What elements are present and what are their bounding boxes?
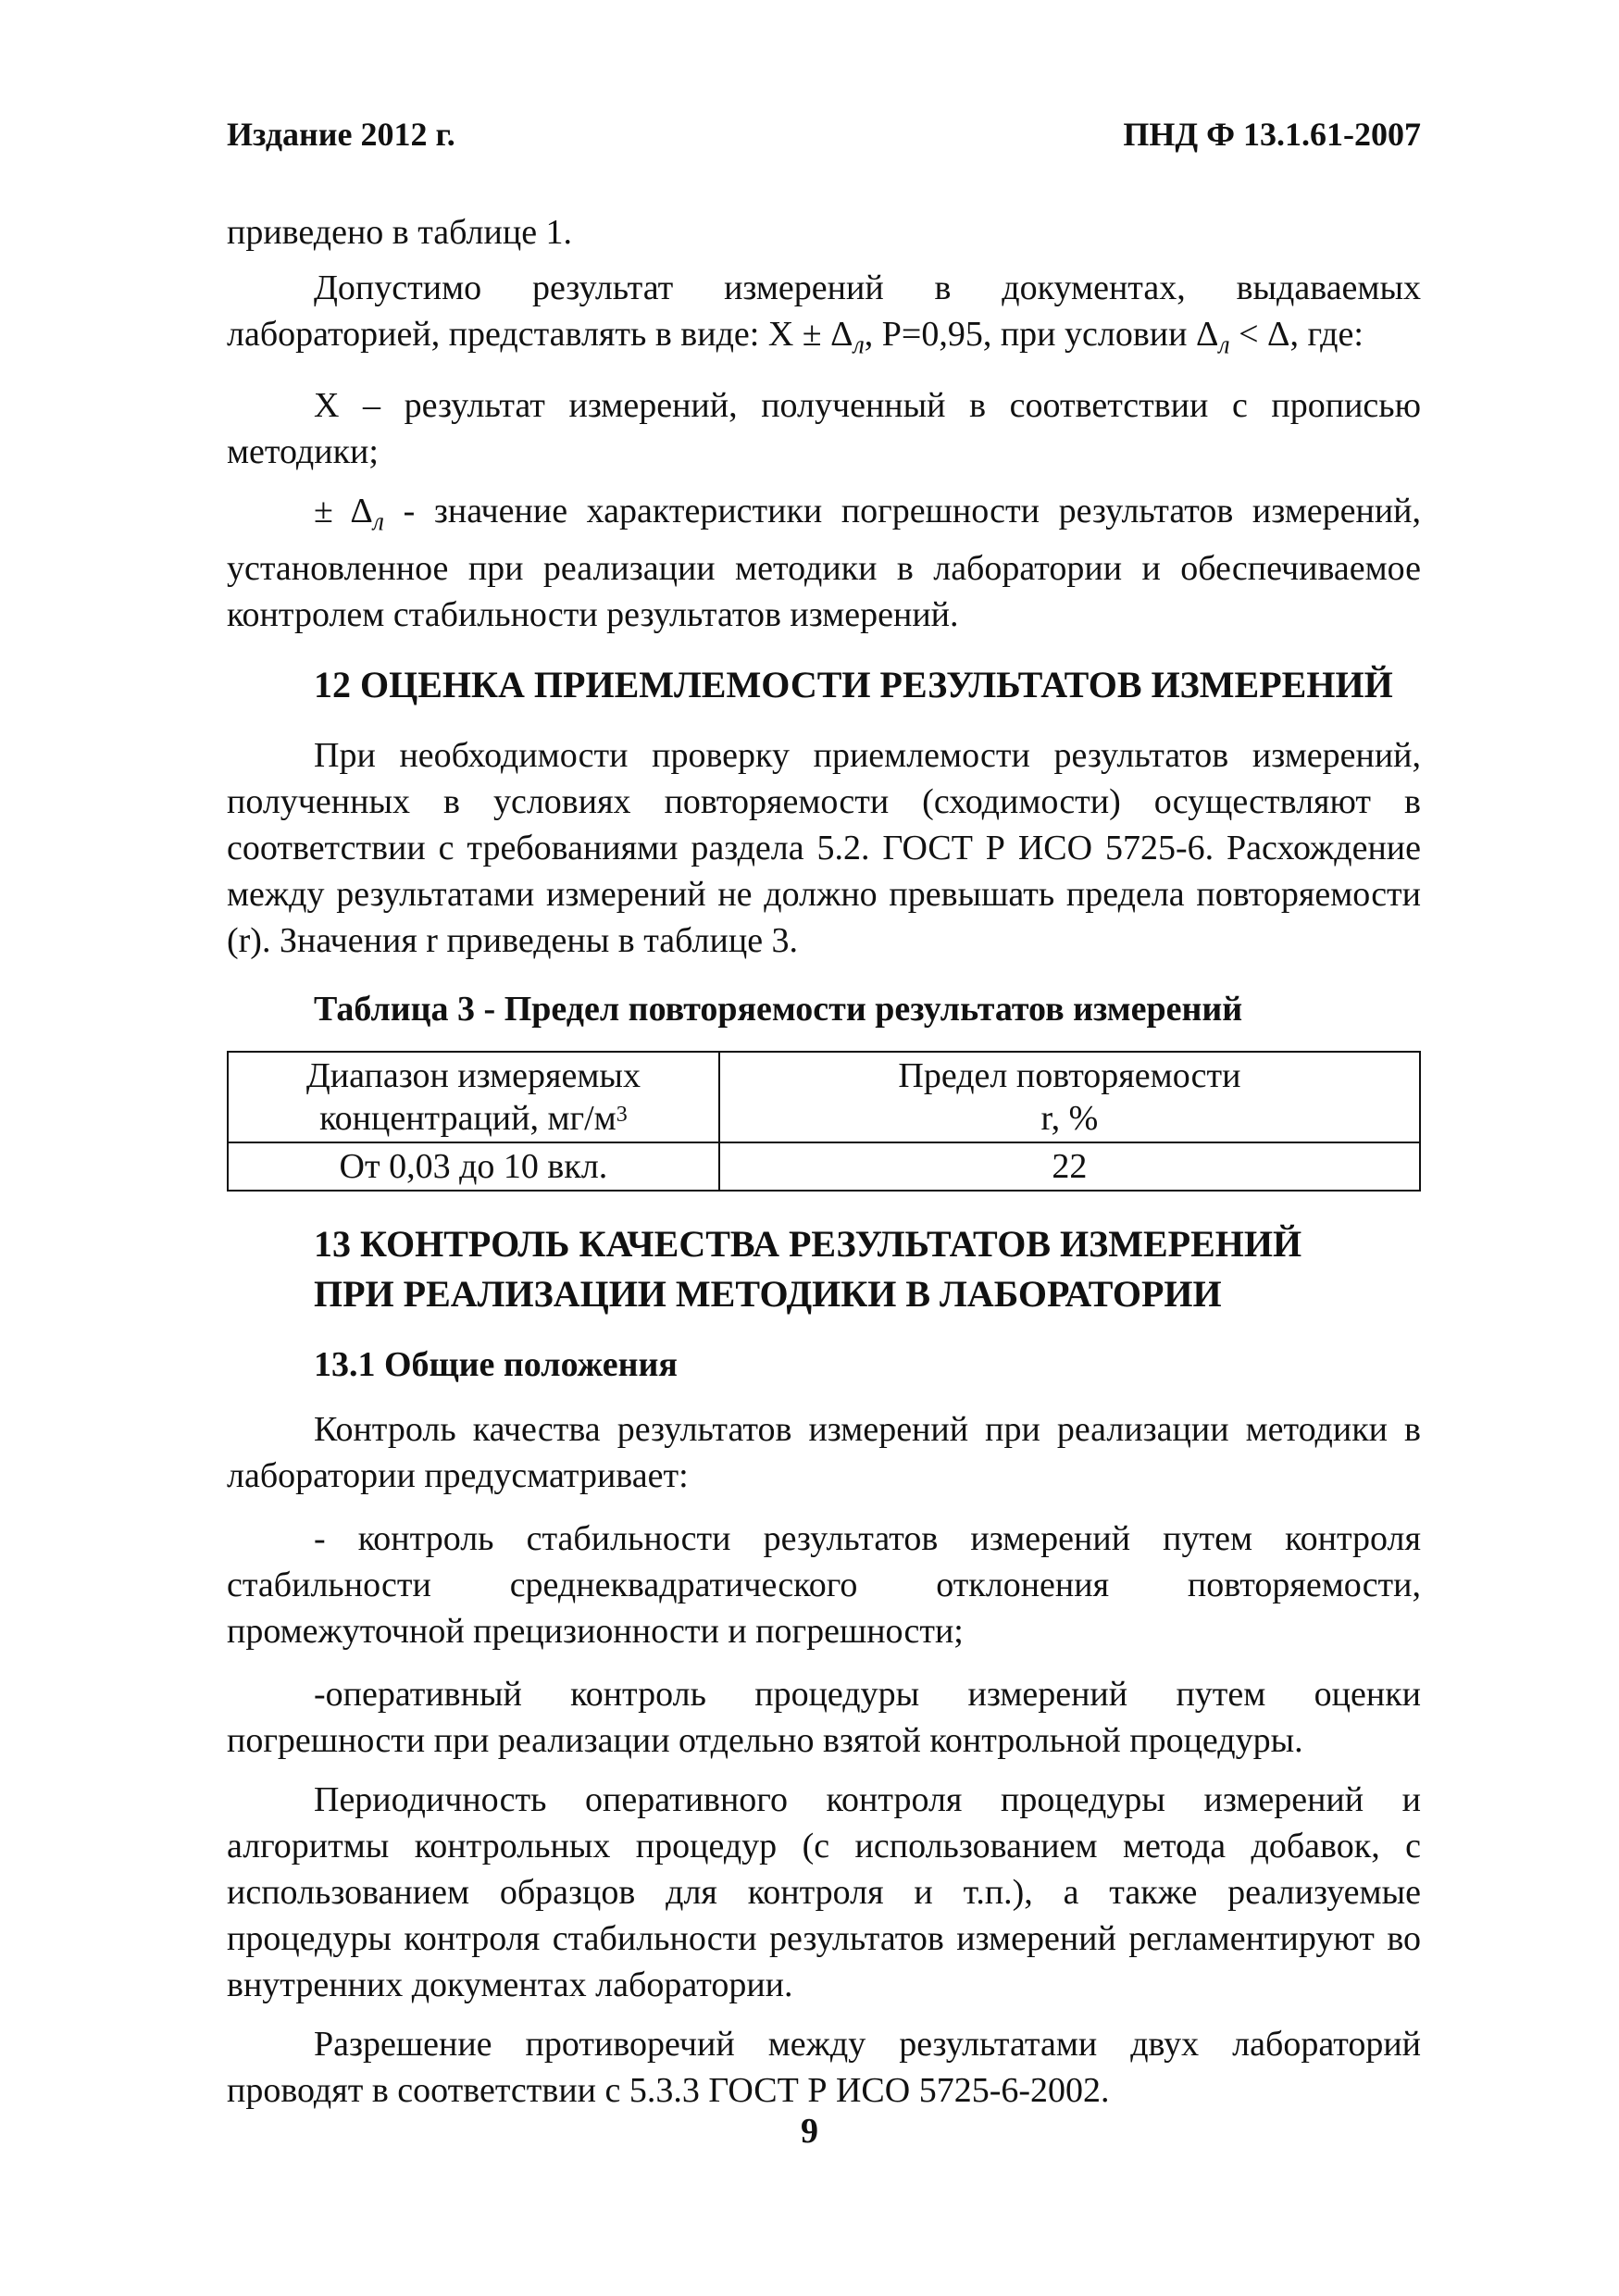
allowed-text-c: < Δ, где: xyxy=(1229,315,1364,354)
allowed-subscript-1: л xyxy=(853,331,865,360)
table-3-caption: Таблица 3 - Предел повторяемости результатов измерений xyxy=(314,990,1243,1029)
header-range-line1: Диапазон измеряемых xyxy=(305,1056,641,1096)
section-13-title-line2: ПРИ РЕАЛИЗАЦИИ МЕТОДИКИ В ЛАБОРАТОРИИ xyxy=(314,1273,1222,1316)
header-range-sup: 3 xyxy=(616,1103,628,1128)
header-cell-range xyxy=(228,1052,719,1142)
delta-symbol: ± Δ xyxy=(314,491,373,530)
intro-line: приведено в таблице 1. xyxy=(227,213,573,252)
section-13-1-title: 13.1 Общие положения xyxy=(314,1345,678,1385)
section-13-paragraph-3: Разрешение противоречий между результатами двух лабораторий проводят в соответствии с 5.3.3 ГОСТ Р ИСО 5725-6-2002. xyxy=(227,2025,1421,2111)
edition-label: Издание 2012 г. xyxy=(227,116,455,153)
repeatability-table xyxy=(227,1051,1421,1192)
allowed-result-paragraph xyxy=(227,265,1421,369)
page-number: 9 xyxy=(801,2112,818,2151)
definition-x: X – результат измерений, полученный в соответствии с прописью методики; xyxy=(227,385,1421,471)
section-13-paragraph-1: Контроль качества результатов измерений при реализации методики в лаборатории предусматривает: xyxy=(227,1410,1421,1496)
header-limit-line2: r, % xyxy=(1040,1099,1099,1139)
header-limit-line1: Предел повторяемости xyxy=(898,1056,1241,1096)
header-range-unit: концентраций, мг/м xyxy=(319,1099,616,1139)
table-row xyxy=(228,1142,1420,1191)
list-item: - контроль стабильности результатов измерений путем контроля стабильности среднеквадратического отклонения повторяемости, промежуточной прецизионности и погрешности; xyxy=(227,1519,1421,1652)
header-range-line2 xyxy=(236,1097,711,1140)
section-12-title: 12 ОЦЕНКА ПРИЕМЛЕМОСТИ РЕЗУЛЬТАТОВ ИЗМЕРЕНИЙ xyxy=(314,664,1393,706)
section-13-title-line1: 13 КОНТРОЛЬ КАЧЕСТВА РЕЗУЛЬТАТОВ ИЗМЕРЕНИЙ xyxy=(314,1223,1302,1266)
definition-delta xyxy=(227,488,1421,639)
list-item: -оперативный контроль процедуры измерений путем оценки погрешности при реализации отдельно взятой контрольной процедуры. xyxy=(227,1675,1421,1761)
allowed-subscript-2: л xyxy=(1218,331,1230,360)
section-12-paragraph: При необходимости проверку приемлемости результатов измерений, полученных в условиях повторяемости (сходимости) осуществляют в соответствии с требованиями раздела 5.2. ГОСТ Р ИСО 5725-6. Расхождение между результатами измерений не должно превышать предела повторяемости (r). Значения r приведены в таблице 3. xyxy=(227,736,1421,961)
section-13-paragraph-2: Периодичность оперативного контроля процедуры измерений и алгоритмы контрольных процедур (с использованием метода добавок, с использованием образцов для контроля и т.п.), а также реализуемые процедуры контроля стабильности результатов измерений регламентируют во внутренних документах лаборатории. xyxy=(227,1780,1421,2005)
header-cell-limit xyxy=(719,1052,1420,1142)
row-range-cell: От 0,03 до 10 вкл. xyxy=(228,1142,719,1191)
document-code: ПНД Ф 13.1.61-2007 xyxy=(1123,116,1421,153)
page-content xyxy=(227,209,1421,2114)
section-13-title xyxy=(314,1219,1421,1319)
page-header xyxy=(227,115,1421,161)
allowed-text-b: , P=0,95, при условии Δ xyxy=(864,315,1219,354)
table-header-row xyxy=(228,1052,1420,1142)
allowed-text-a: Допустимо результат измерений в документах, выдаваемых лабораторией, представлять в виде: X ± Δ xyxy=(227,268,1421,354)
row-value-cell: 22 xyxy=(719,1142,1420,1191)
delta-subscript: л xyxy=(372,507,385,537)
delta-definition-text: - значение характеристики погрешности результатов измерений, установленное при реализации методики в лаборатории и обеспечиваемое контролем стабильности результатов измерений. xyxy=(227,491,1421,635)
